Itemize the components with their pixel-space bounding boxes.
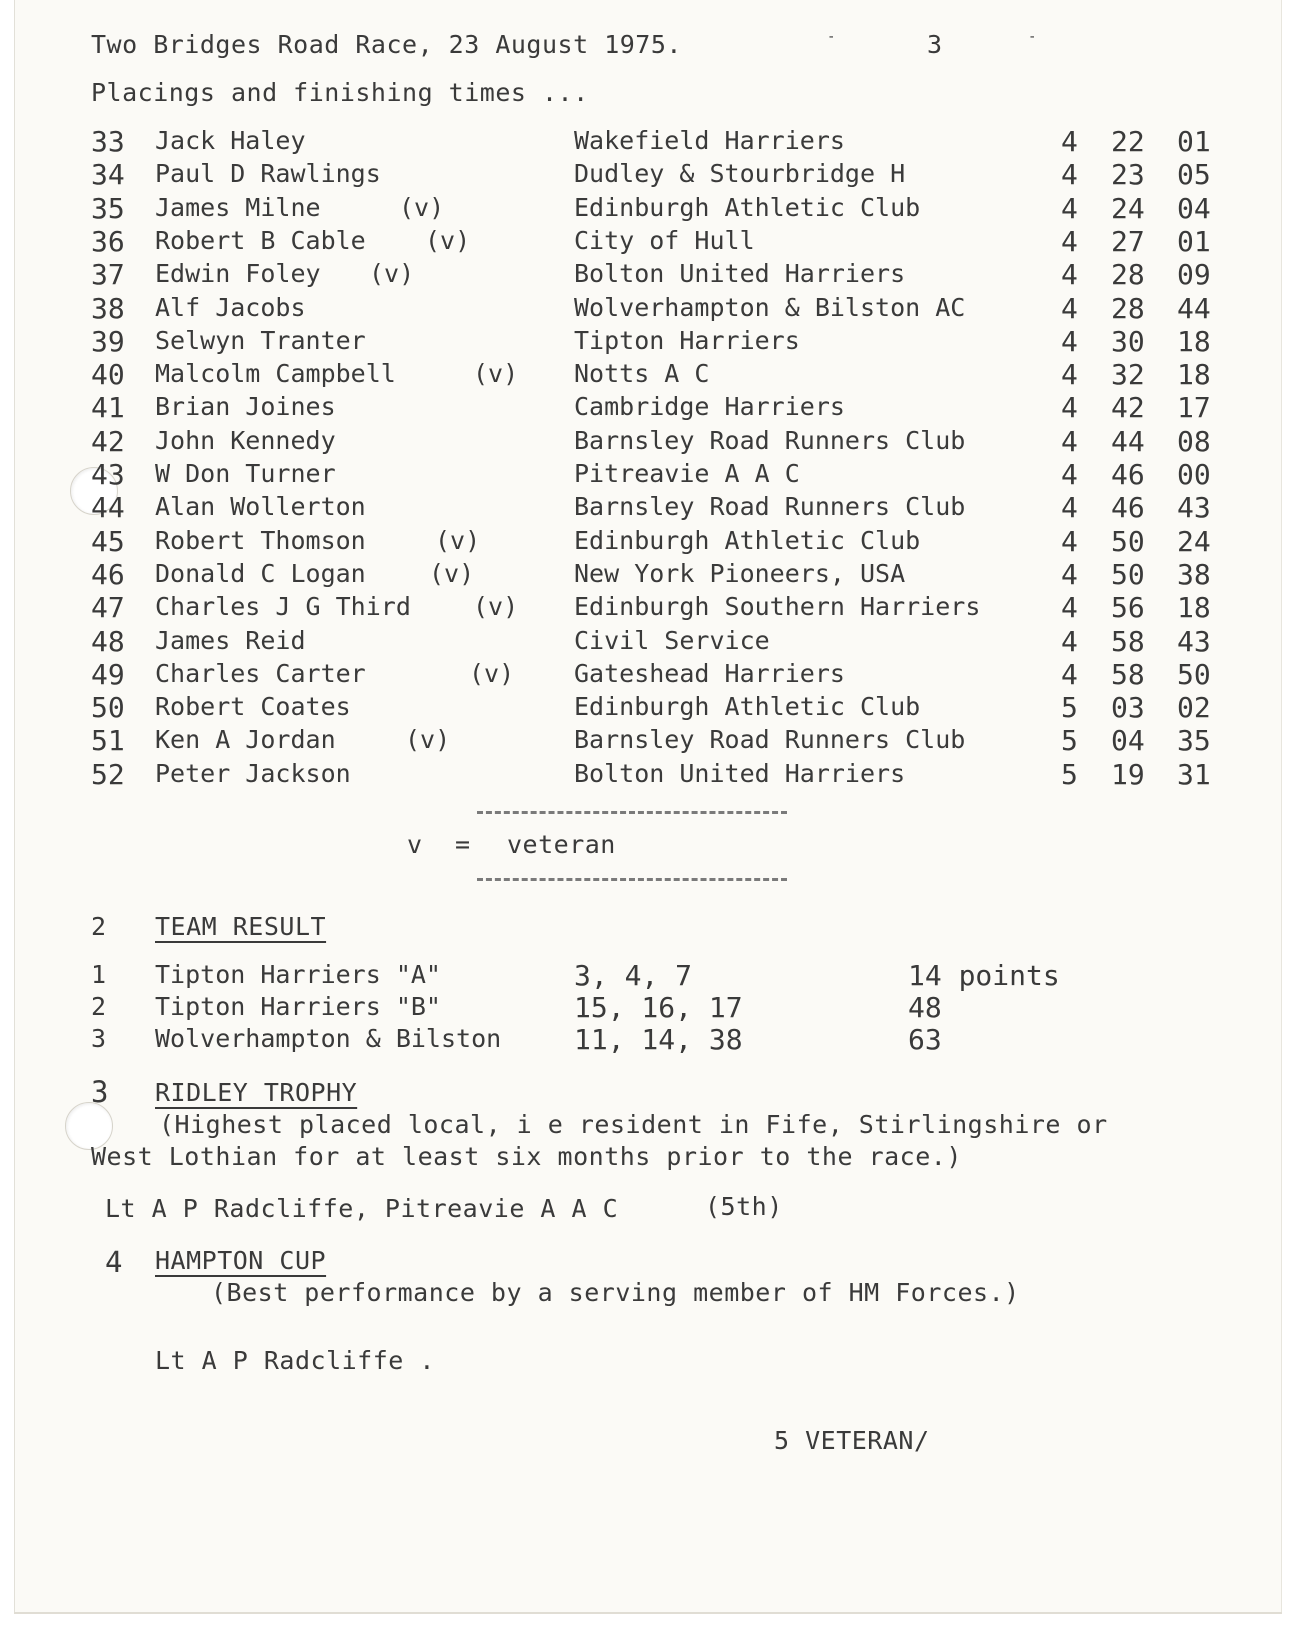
result-hours: 4	[1061, 258, 1078, 292]
result-minutes: 28	[1111, 258, 1145, 292]
result-seconds: 05	[1177, 158, 1211, 192]
result-seconds: 31	[1177, 757, 1211, 791]
result-runner-name: Robert Thomson	[155, 525, 366, 555]
result-seconds: 00	[1177, 458, 1211, 491]
result-club: Pitreavie A A C	[574, 459, 800, 488]
legend-equals: =	[455, 830, 471, 859]
result-hours: 5	[1061, 757, 1078, 791]
result-hours: 4	[1061, 291, 1078, 325]
hampton-number: 4	[105, 1245, 123, 1279]
result-minutes: 19	[1111, 757, 1145, 791]
ridley-winner: Lt A P Radcliffe, Pitreavie A A C	[105, 1194, 619, 1223]
result-position: 43	[91, 458, 125, 491]
result-runner-name: Edwin Foley	[155, 259, 321, 289]
result-runner-name: James Milne	[155, 192, 321, 222]
result-position: 42	[91, 424, 125, 458]
result-seconds: 18	[1177, 591, 1211, 625]
result-hours: 4	[1061, 358, 1078, 392]
result-club: City of Hull	[574, 225, 755, 255]
result-runner-name: Jack Haley	[155, 126, 306, 155]
result-runner-name: Alf Jacobs	[155, 292, 306, 322]
team-rank: 2	[91, 992, 107, 1021]
result-row	[15, 358, 1281, 393]
result-position: 51	[91, 724, 125, 758]
result-row	[15, 391, 1281, 426]
ridley-heading: RIDLEY TROPHY	[155, 1078, 358, 1107]
result-club: New York Pioneers, USA	[574, 558, 906, 588]
result-minutes: 56	[1111, 591, 1145, 625]
result-minutes: 42	[1111, 391, 1145, 425]
result-row	[15, 324, 1281, 360]
result-hours: 4	[1061, 424, 1078, 458]
result-row	[15, 158, 1281, 193]
result-seconds: 17	[1177, 391, 1211, 425]
result-position: 33	[91, 125, 125, 158]
hampton-heading: HAMPTON CUP	[155, 1246, 327, 1275]
result-runner-name: Malcolm Campbell	[155, 359, 396, 389]
result-club: Bolton United Harriers	[574, 259, 906, 289]
page-number: 3	[927, 30, 943, 59]
result-runner-name: Donald C Logan	[155, 558, 366, 588]
result-club: Edinburgh Athletic Club	[574, 525, 921, 555]
result-seconds: 18	[1177, 358, 1211, 392]
result-club: Tipton Harriers	[574, 325, 800, 355]
result-hours: 4	[1061, 491, 1078, 525]
result-club: Edinburgh Athletic Club	[574, 692, 921, 722]
result-position: 35	[91, 191, 125, 225]
team-points: 14 points	[908, 959, 1060, 992]
result-minutes: 58	[1111, 624, 1145, 658]
result-position: 52	[91, 757, 125, 791]
result-veteran-flag: (v)	[469, 658, 515, 688]
result-runner-name: Robert B Cable	[155, 225, 366, 255]
team-rank: 1	[91, 960, 107, 989]
result-minutes: 46	[1111, 491, 1145, 525]
result-position: 37	[91, 258, 125, 292]
result-seconds: 01	[1177, 125, 1211, 158]
result-runner-name: Paul D Rawlings	[155, 159, 381, 189]
document-title: Two Bridges Road Race, 23 August 1975.	[91, 30, 682, 59]
result-position: 36	[91, 224, 125, 258]
document-page	[14, 0, 1282, 1612]
legend-key: v	[407, 830, 423, 859]
result-hours: 4	[1061, 657, 1078, 691]
result-row	[15, 657, 1281, 693]
result-minutes: 28	[1111, 291, 1145, 325]
result-seconds: 50	[1177, 657, 1211, 691]
team-placings: 11, 14, 38	[574, 1023, 743, 1056]
result-runner-name: W Don Turner	[155, 459, 336, 488]
result-position: 39	[91, 324, 125, 358]
result-row	[15, 591, 1281, 626]
result-veteran-flag: (v)	[435, 525, 481, 555]
team-rank: 3	[91, 1024, 107, 1053]
result-runner-name: Peter Jackson	[155, 758, 351, 788]
result-row	[15, 291, 1281, 327]
result-runner-name: Charles J G Third	[155, 592, 411, 622]
result-position: 45	[91, 524, 125, 558]
result-position: 40	[91, 358, 125, 392]
result-seconds: 04	[1177, 191, 1211, 225]
ridley-number: 3	[91, 1075, 109, 1109]
team-name: Tipton Harriers "A"	[155, 960, 441, 989]
result-position: 46	[91, 557, 125, 591]
result-row	[15, 458, 1281, 493]
result-club: Dudley & Stourbridge H	[574, 159, 906, 189]
result-row	[15, 724, 1281, 759]
team-points: 63	[908, 1023, 942, 1056]
team-row	[15, 991, 1281, 1026]
team-points: 48	[908, 991, 942, 1024]
page-marker-right: -	[1028, 29, 1037, 45]
result-runner-name: Alan Wollerton	[155, 492, 366, 522]
result-hours: 4	[1061, 624, 1078, 658]
result-hours: 4	[1061, 224, 1078, 258]
result-club: Edinburgh Southern Harriers	[574, 592, 981, 622]
result-runner-name: Brian Joines	[155, 392, 336, 422]
team-name: Tipton Harriers "B"	[155, 992, 441, 1021]
team-row	[15, 959, 1281, 994]
result-hours: 4	[1061, 458, 1078, 491]
divider-bottom	[477, 878, 787, 881]
result-club: Wakefield Harriers	[574, 126, 845, 155]
result-minutes: 44	[1111, 424, 1145, 458]
result-hours: 4	[1061, 324, 1078, 358]
result-club: Wolverhampton & Bilston AC	[574, 292, 966, 322]
result-minutes: 23	[1111, 158, 1145, 192]
legend-meaning: veteran	[507, 830, 616, 859]
team-row	[15, 1023, 1281, 1058]
result-club: Barnsley Road Runners Club	[574, 725, 966, 755]
result-minutes: 24	[1111, 191, 1145, 225]
result-position: 34	[91, 158, 125, 192]
result-club: Civil Service	[574, 625, 770, 655]
result-club: Barnsley Road Runners Club	[574, 425, 966, 455]
team-result-number: 2	[91, 912, 107, 941]
result-seconds: 44	[1177, 291, 1211, 325]
result-hours: 5	[1061, 724, 1078, 758]
result-minutes: 22	[1111, 125, 1145, 158]
result-club: Edinburgh Athletic Club	[574, 192, 921, 222]
ridley-description-line1: (Highest placed local, i e resident in Fife, Stirlingshire or	[159, 1110, 1108, 1139]
result-minutes: 03	[1111, 691, 1145, 725]
result-hours: 4	[1061, 524, 1078, 558]
result-row	[15, 125, 1281, 160]
result-hours: 4	[1061, 125, 1078, 158]
result-row	[15, 691, 1281, 726]
result-seconds: 18	[1177, 324, 1211, 358]
result-seconds: 24	[1177, 524, 1211, 558]
result-position: 38	[91, 291, 125, 325]
page-marker-left: -	[827, 29, 836, 45]
result-row	[15, 624, 1281, 660]
team-name: Wolverhampton & Bilston	[155, 1024, 502, 1053]
result-club: Bolton United Harriers	[574, 758, 906, 788]
result-minutes: 32	[1111, 358, 1145, 392]
result-hours: 4	[1061, 191, 1078, 225]
result-veteran-flag: (v)	[425, 225, 471, 255]
team-placings: 15, 16, 17	[574, 991, 743, 1024]
result-club: Cambridge Harriers	[574, 392, 845, 422]
hampton-winner: Lt A P Radcliffe .	[155, 1346, 435, 1375]
result-veteran-flag: (v)	[473, 592, 519, 622]
document-subtitle: Placings and finishing times ...	[91, 78, 589, 107]
result-club: Barnsley Road Runners Club	[574, 492, 966, 522]
result-minutes: 30	[1111, 324, 1145, 358]
result-hours: 4	[1061, 391, 1078, 425]
result-minutes: 27	[1111, 224, 1145, 258]
result-runner-name: Charles Carter	[155, 658, 366, 688]
result-hours: 4	[1061, 557, 1078, 591]
divider-top	[477, 811, 787, 814]
result-row	[15, 491, 1281, 526]
result-position: 49	[91, 657, 125, 691]
result-seconds: 43	[1177, 491, 1211, 525]
ridley-winner-place: (5th)	[705, 1192, 783, 1221]
result-minutes: 50	[1111, 524, 1145, 558]
result-row	[15, 524, 1281, 560]
result-runner-name: James Reid	[155, 625, 306, 655]
result-minutes: 46	[1111, 458, 1145, 491]
result-row	[15, 191, 1281, 227]
result-seconds: 08	[1177, 424, 1211, 458]
result-veteran-flag: (v)	[399, 192, 445, 222]
result-club: Gateshead Harriers	[574, 658, 845, 688]
result-veteran-flag: (v)	[369, 259, 415, 289]
result-position: 44	[91, 491, 125, 525]
continuation-marker: 5 VETERAN/	[774, 1426, 930, 1455]
result-minutes: 58	[1111, 657, 1145, 691]
result-hours: 4	[1061, 591, 1078, 625]
result-row	[15, 224, 1281, 260]
result-seconds: 01	[1177, 224, 1211, 258]
result-row	[15, 258, 1281, 293]
hampton-description: (Best performance by a serving member of HM Forces.)	[211, 1278, 1020, 1307]
result-runner-name: Robert Coates	[155, 692, 351, 722]
result-position: 50	[91, 691, 125, 725]
result-runner-name: John Kennedy	[155, 425, 336, 455]
result-seconds: 02	[1177, 691, 1211, 725]
result-veteran-flag: (v)	[429, 558, 475, 588]
result-position: 48	[91, 624, 125, 658]
result-club: Notts A C	[574, 359, 710, 389]
team-result-heading: TEAM RESULT	[155, 912, 327, 941]
result-position: 41	[91, 391, 125, 425]
result-seconds: 09	[1177, 258, 1211, 292]
result-veteran-flag: (v)	[405, 725, 451, 755]
result-seconds: 35	[1177, 724, 1211, 758]
result-runner-name: Selwyn Tranter	[155, 325, 366, 355]
result-veteran-flag: (v)	[473, 359, 519, 389]
result-runner-name: Ken A Jordan	[155, 725, 336, 755]
result-seconds: 43	[1177, 624, 1211, 658]
result-hours: 4	[1061, 158, 1078, 192]
result-minutes: 50	[1111, 557, 1145, 591]
result-seconds: 38	[1177, 557, 1211, 591]
result-hours: 5	[1061, 691, 1078, 725]
result-row	[15, 424, 1281, 460]
result-row	[15, 557, 1281, 593]
team-placings: 3, 4, 7	[574, 959, 693, 992]
result-minutes: 04	[1111, 724, 1145, 758]
result-position: 47	[91, 591, 125, 625]
ridley-description-line2: West Lothian for at least six months prior to the race.)	[91, 1142, 962, 1171]
result-row	[15, 757, 1281, 793]
